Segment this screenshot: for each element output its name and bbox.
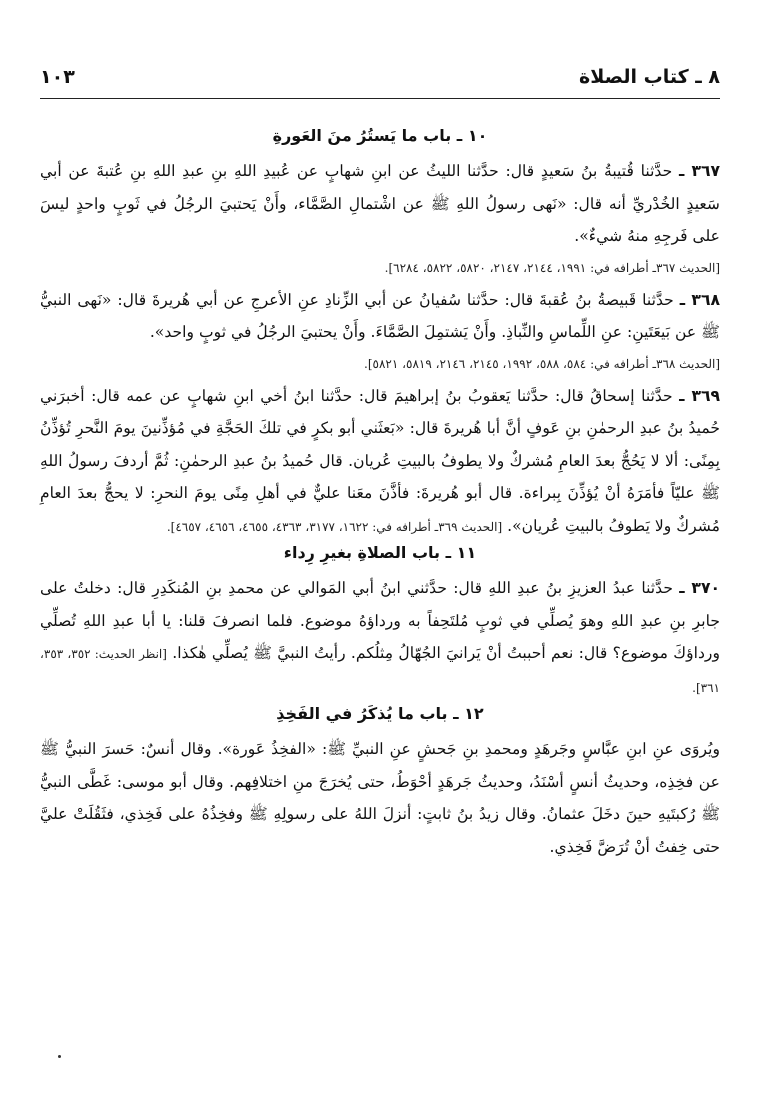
section-heading: ١٠ ـ باب ما يَستُرُ منَ العَورةِ bbox=[272, 126, 488, 145]
hadith-reference-note: [الحديث ٣٦٧ـ أطرافه في: ١٩٩١، ٢١٤٤، ٢١٤٧، ٥٨٢٠، ٥٨٢٢، ٦٢٨٤]. bbox=[384, 260, 720, 275]
page-header bbox=[40, 62, 720, 99]
hadith-reference-note: [الحديث ٣٦٩ـ أطرافه في: ١٦٢٢، ٣١٧٧، ٤٣٦٣، ٤٦٥٥، ٤٦٥٦، ٤٦٥٧]. bbox=[166, 519, 503, 534]
hadith-reference-note: [الحديث ٣٦٨ـ أطرافه في: ٥٨٤، ٥٨٨، ١٩٩٢، ٢١٤٥، ٢١٤٦، ٥٨١٩، ٥٨٢١]. bbox=[364, 356, 720, 371]
chapter-title: ٨ ـ كتاب الصلاة bbox=[579, 66, 720, 88]
hadith-text: حدَّثنا عبدُ العزيزِ بنُ عبدِ اللهِ قال: حدَّثني ابنُ أبي المَوالي عن محمدِ بنِ المُنكَدِرِ قال: دخلتُ على جابرِ بنِ عبدِ اللهِ وهوَ يُصلِّي في ثوبٍ مُلتَحِفاً به ورداؤهُ موضوع. فلما انصرفَ قلنا: يا أبا عبدِ اللهِ تُصلِّي ورداؤكَ موضوع؟ قال: نعم أحببتُ أنْ يَرانيَ الجُهّالُ مِثلُكم. رأيتُ النبيَّ ﷺ يُصلِّي هٰكذا. bbox=[40, 579, 720, 662]
hadith-text: حدَّثنا قَبيصةُ بنُ عُقبةَ قال: حدَّثنا سُفيانُ عن أبي الزِّنادِ عنِ الأعرجِ عن أبي هُريرةَ قال: «نَهى النبيُّ ﷺ عن بَيعَتَينِ: عنِ اللِّماسِ والنِّباذِ. وأَنْ يَشتمِلَ الصَّمَّاءَ. وأَنْ يحتبيَ الرجُلُ في ثوبٍ واحد». bbox=[40, 290, 720, 341]
hadith-number: ٣٦٨ ـ bbox=[679, 290, 720, 309]
hadith-paragraph bbox=[40, 155, 720, 253]
hadith-reference-note: [انظر الحديث: ٣٥٢، ٣٥٣، ٣٦١]. bbox=[40, 647, 720, 695]
hadith-number: ٣٧٠ ـ bbox=[679, 579, 720, 597]
section-heading: ١١ ـ باب الصلاةِ بغيرِ رِداء bbox=[283, 543, 477, 562]
page-body bbox=[40, 126, 720, 863]
hadith-number: ٣٦٧ ـ bbox=[678, 162, 721, 180]
section-heading: ١٢ ـ باب ما يُذكَرُ في الفَخِذِ bbox=[276, 704, 484, 723]
hadith-text: حدَّثنا إسحاقُ قال: حدَّثنا يَعقوبُ بنُ إبراهيمَ قال: حدَّثنا ابنُ أخي ابنِ شهابٍ عن عمه قال: أخبرَني حُميدُ بنُ عبدِ الرحمٰنِ بنِ عَوفٍ أنَّ أبا هُريرةَ قال: «بَعثَني أبو بكرٍ في تلكَ الحَجَّةِ في مُؤذِّنينَ يومَ النَّحرِ تُؤذِّنُ بِمِنًى: ألا لا يَحُجُّ بعدَ العامِ مُشركٌ ولا يطوفُ بالبيتِ عُريان. قال حُميدُ بنُ عبدِ الرحمٰنِ: ثُمَّ أردفَ رسولُ اللهِ ﷺ عليّاً فأمَرَهُ أنْ يُؤذِّنَ بِبراءة. قال أبو هُريرةَ: فأذَّنَ معَنا عليٌّ في أهلِ مِنًى يومَ النحرِ: لا يحجُّ بعدَ العامِ مُشركٌ ولا يَطوفُ بالبيتِ عُريان». bbox=[40, 386, 720, 535]
hadith-paragraph bbox=[40, 380, 720, 544]
hadith-paragraph bbox=[40, 284, 720, 349]
page-mark bbox=[58, 1055, 61, 1058]
page-number: ١٠٣ bbox=[40, 66, 75, 88]
hadith-paragraph bbox=[40, 572, 720, 704]
hadith-text: حدَّثنا قُتيبةُ بنُ سَعيدٍ قال: حدَّثنا الليثُ عن ابنِ شهابٍ عن عُبيدِ اللهِ بنِ عبدِ اللهِ بنِ عُتبةَ عن أبي سَعيدٍ الخُدْريِّ أنه قال: «نَهى رسولُ اللهِ ﷺ عن اشْتمالِ الصَّمَّاء، وأَنْ يَحتبيَ الرجُلُ في ثَوبٍ واحدٍ ليسَ على فَرجِهِ منهُ شيءٌ». bbox=[40, 162, 720, 245]
section-paragraph: ويُروَى عنِ ابنِ عبَّاسٍ وجَرهَدٍ ومحمدِ بنِ جَحشٍ عنِ النبيِّ ﷺ: «الفخِذُ عَورة». وقال أنسٌ: حَسرَ النبيُّ ﷺ عن فخِذِه، وحديثُ أنسٍ أسْنَدُ، وحديثُ جَرهَدٍ أحْوَطُ، حتى يُخرَجَ منِ اختلافِهم. وقال أبو موسى: غَطَّى النبيُّ ﷺ رُكبتَيهِ حينَ دخَلَ عثمانُ. وقال زيدُ بنُ ثابتٍ: أنزلَ اللهُ على رسولِهِ ﷺ وفخِذُهُ على فَخِذي، فثَقُلَتْ عليَّ حتى خِفتُ أنْ تُرَضَّ فَخِذي. bbox=[40, 740, 720, 856]
hadith-number: ٣٦٩ ـ bbox=[679, 386, 720, 405]
